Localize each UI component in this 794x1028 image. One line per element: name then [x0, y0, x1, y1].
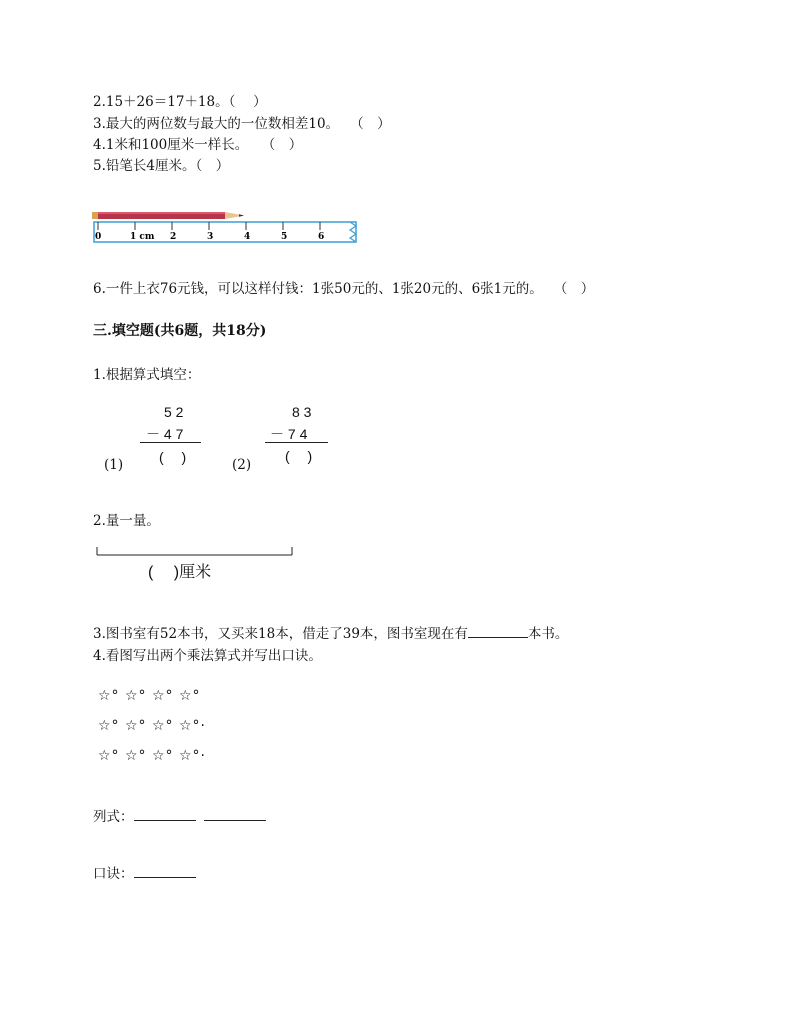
- judge-q6: 6.一件上衣76元钱，可以这样付钱：1张50元的、1张20元的、6张1元的。 （ ）: [93, 281, 595, 297]
- judge-q2: 2.15＋26＝17＋18。（ ）: [93, 94, 267, 110]
- section-title: 三.填空题(共6题，共18分): [93, 323, 267, 339]
- fill-q1-label: 1.根据算式填空：: [93, 367, 201, 383]
- calc-2-op: － 7 4: [270, 426, 308, 442]
- ruler-tick-label: 1 cm: [130, 232, 155, 242]
- calc-2-tag: (2): [232, 457, 252, 473]
- calc-1-tag: (1): [104, 457, 124, 473]
- fill-q4-label: 4.看图写出两个乘法算式并写出口诀。: [93, 648, 322, 664]
- calc-1-op: － 4 7: [146, 426, 184, 442]
- calc-2-top: 8 3: [292, 404, 312, 420]
- ruler-tick-label: 2: [170, 232, 177, 242]
- star-row: ☆° ☆° ☆° ☆°·: [98, 718, 207, 734]
- measure-segment: [96, 546, 294, 558]
- measure-answer: ( )厘米: [148, 564, 212, 581]
- fill-q3-unit: 本书。: [527, 626, 569, 642]
- ruler-tick-label: 4: [244, 232, 251, 242]
- star-row: ☆° ☆° ☆° ☆°·: [98, 748, 207, 764]
- judge-q5: 5.铅笔长4厘米。（ ）: [93, 158, 230, 174]
- star-row: ☆° ☆° ☆° ☆°: [98, 688, 201, 704]
- calc-2-line: [265, 442, 328, 443]
- formula-blank-2[interactable]: [204, 808, 266, 821]
- formula-label: 列式：: [93, 809, 134, 825]
- ruler-tick-label: 6: [318, 232, 325, 242]
- formula-line: [93, 808, 266, 826]
- calc-2-answer: ( ): [285, 448, 313, 464]
- calc-1-top: 5 2: [164, 404, 184, 420]
- fill-q3-blank[interactable]: [468, 625, 528, 638]
- fill-q2-label: 2.量一量。: [93, 513, 160, 529]
- pencil-icon: [92, 212, 244, 219]
- fill-q3-text: 3.图书室有52本书，又买来18本，借走了39本，图书室现在有: [93, 626, 468, 642]
- ruler-tick-label: 3: [207, 232, 214, 242]
- calc-1-answer: ( ): [159, 449, 187, 465]
- ruler: [94, 222, 356, 242]
- rhyme-blank[interactable]: [134, 865, 196, 878]
- rhyme-line: [93, 865, 196, 883]
- judge-q3: 3.最大的两位数与最大的一位数相差10。 （ ）: [93, 116, 391, 132]
- formula-blank-1[interactable]: [134, 808, 196, 821]
- rhyme-label: 口诀：: [93, 866, 134, 882]
- judge-q4: 4.1米和100厘米一样长。 （ ）: [93, 137, 303, 153]
- calc-1-line: [140, 442, 201, 443]
- pencil-ruler-figure: [92, 205, 364, 249]
- ruler-tick-label: 5: [281, 232, 288, 242]
- fill-q3: [93, 625, 568, 643]
- ruler-tick-label: 0: [95, 232, 102, 242]
